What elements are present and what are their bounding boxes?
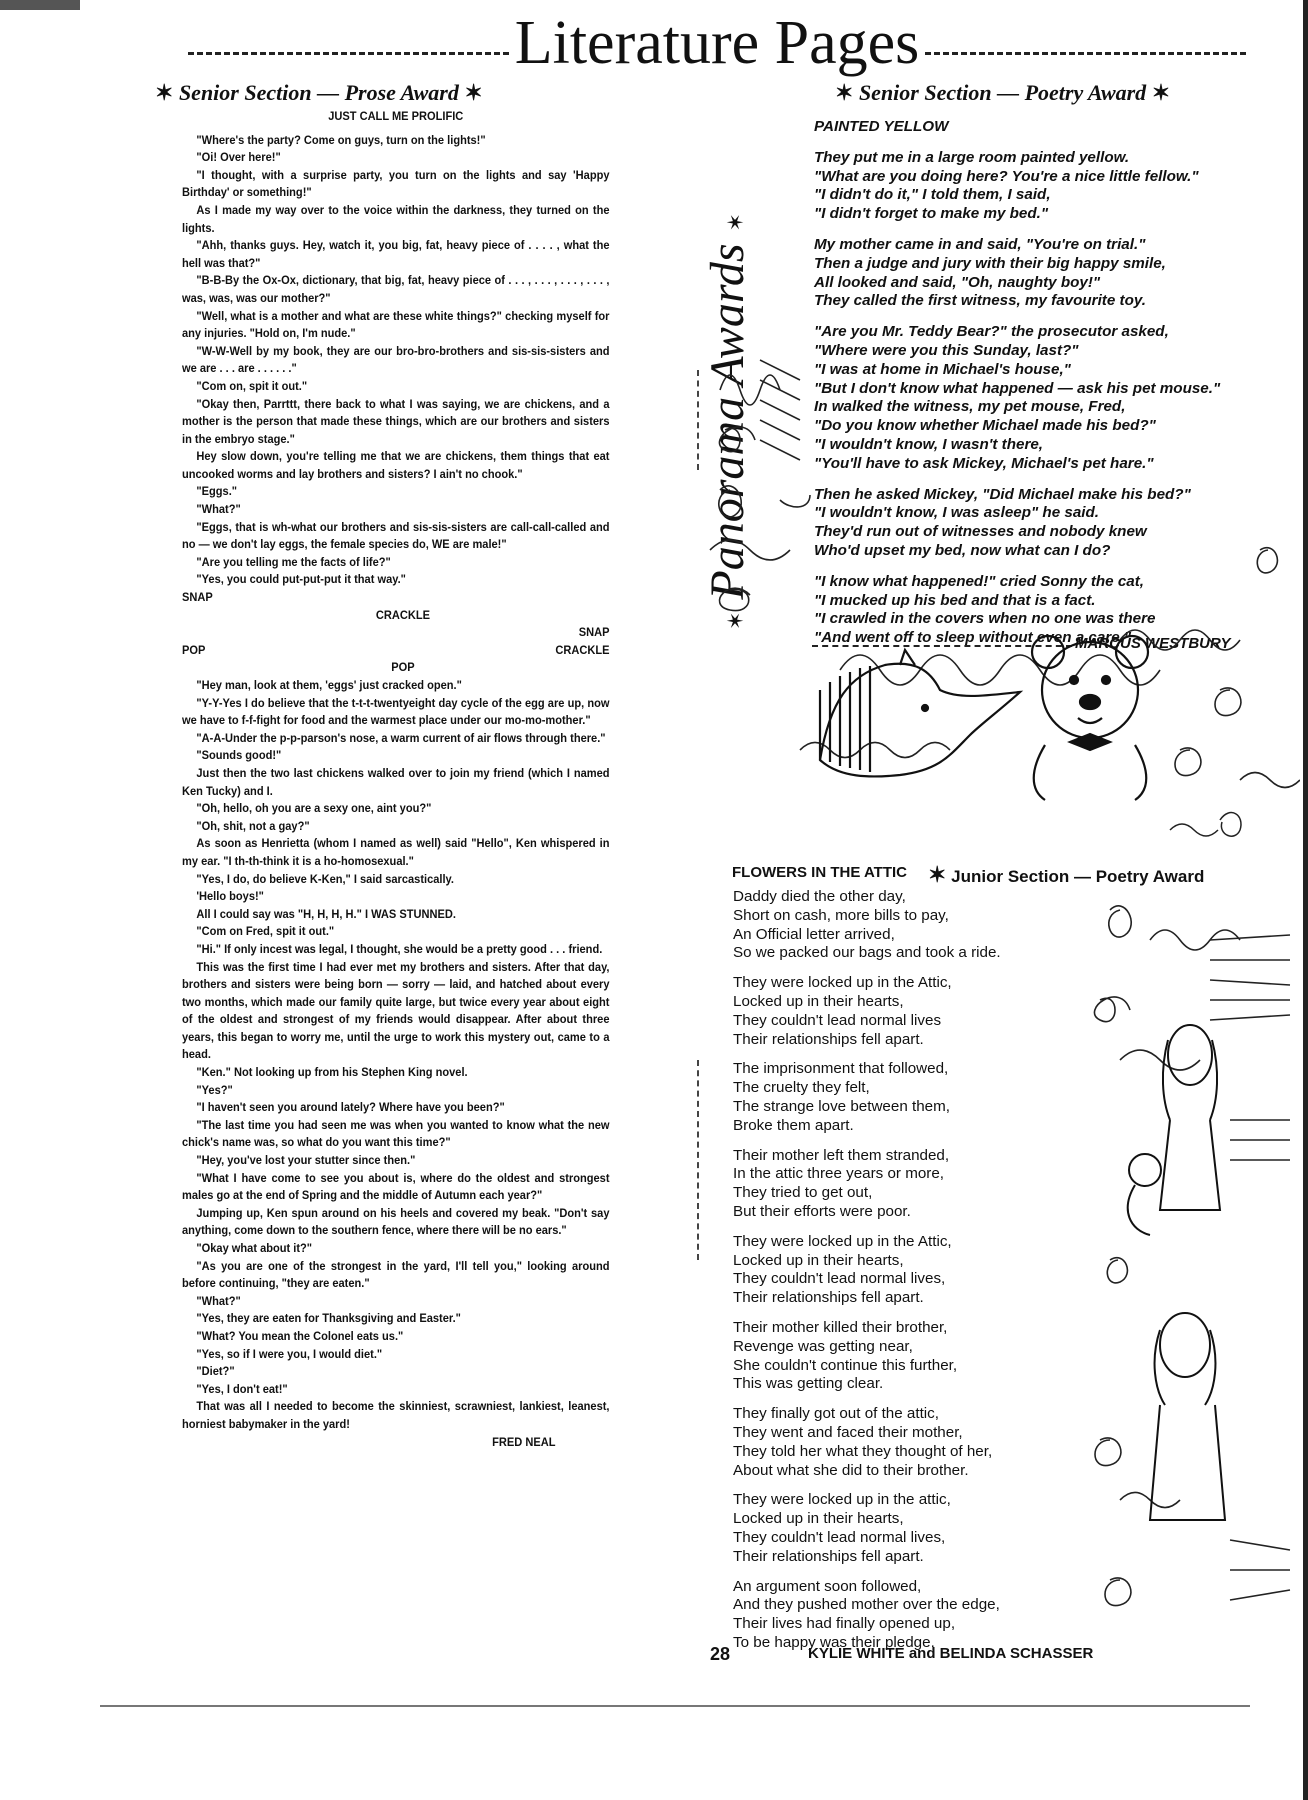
prose-paragraph: "Com on Fred, spit it out." [196,924,335,939]
poem-line: They tried to get out, [733,1184,873,1202]
teddy-bear-drawing [1032,636,1148,800]
poem-stanza [733,1491,1001,1566]
prose-paragraph: "Eggs, that is wh-what our brothers and sis-sis-sisters are call-call-called and no — we don't lay eggs, the female species do, WE are male!" [182,519,610,552]
attic-swirls [1094,906,1290,1606]
prose-paragraph: "As you are one of the strongest in the yard, I'll tell you," looking around before continuing, "they are eaten." [182,1258,610,1291]
attic-illustration [1090,880,1300,1660]
poem-line: About what she did to their brother. [733,1461,969,1479]
prose-paragraph: "Diet?" [196,1364,235,1379]
poem-line: Their mother left them stranded, [733,1146,950,1164]
poem-line: Then a judge and jury with their big happy smile, [814,254,1166,272]
poem-line: "I wouldn't know, I wasn't there, [814,435,1044,453]
star-icon: ✶ [723,611,748,630]
poem-line: In the attic three years or more, [733,1165,945,1183]
poem-stanza [733,1060,1001,1135]
rhino-drawing [820,650,1020,776]
prose-paragraph: "Well, what is a mother and what are these white things?" checking myself for any injuries. "Hold on, I'm nude." [182,308,610,341]
poem-line: "You'll have to ask Mickey, Michael's pet hare." [814,454,1154,472]
prose-story [182,108,610,1451]
poem-title: PAINTED YELLOW [814,118,949,135]
poem-line: "Where were you this Sunday, last?" [814,341,1079,359]
prose-paragraph: "Ken." Not looking up from his Stephen King novel. [196,1065,468,1080]
page-number: 28 [710,1644,731,1664]
star-icon: ✶ [835,80,854,105]
poem-line: "I know what happened!" cried Sonny the cat, [814,572,1145,590]
prose-paragraph: "Where's the party? Come on guys, turn on the lights!" [196,132,486,147]
prose-paragraph: Just then the two last chickens walked over to join my friend (which I named Ken Tucky) and I. [182,765,610,798]
poem-line: So we packed our bags and took a ride. [733,944,1001,962]
poem-line: "What are you doing here? You're a nice little fellow." [814,167,1199,185]
sfx-pop-1: POP [182,642,206,657]
prose-paragraph: "Yes?" [196,1082,233,1097]
poem-line: Broke them apart. [733,1116,854,1134]
poetry-junior-heading-text: Junior Section — Poetry Award [951,867,1205,886]
poem-line: Then he asked Mickey, "Did Michael make his bed?" [814,485,1191,503]
prose-paragraph: "Oh, hello, oh you are a sexy one, aint you?" [196,801,432,816]
prose-paragraph: "B-B-By the Ox-Ox, dictionary, that big, fat, heavy piece of . . . , . . . , . . . , . . . , was, was, was our mother?" [182,273,610,305]
prose-paragraph: That was all I needed to become the skinniest, scrawniest, lankiest, leanest, horniest babymaker in the yard! [182,1399,610,1431]
poem-line: They finally got out of the attic, [733,1405,939,1423]
prose-paragraph: "Com on, spit it out." [196,378,308,393]
poem-line: She couldn't continue this further, [733,1356,958,1374]
prose-paragraph: "Okay then, Parrttt, there back to what I was saying, we are chickens, and a mother is the person that made these things, which are our brothers and sisters in the embryo stage." [182,396,610,446]
poem-line: The cruelty they felt, [733,1079,870,1097]
prose-paragraph: "Are you telling me the facts of life?" [196,554,391,569]
poem-stanza [733,1147,1001,1222]
prose-paragraph: All I could say was "H, H, H, H." I WAS STUNNED. [196,906,456,921]
prose-author: FRED NEAL [492,1434,556,1449]
poem-junior-title: FLOWERS IN THE ATTIC [732,864,907,881]
bottom-rule [100,1705,1250,1707]
prose-part-1 [182,132,610,589]
sfx-row [182,642,610,660]
poetry-senior-section-heading [835,80,1170,106]
poem-line: Locked up in their hearts, [733,1510,904,1528]
scan-edge-band [1303,0,1308,1800]
poem-line: "But I don't know what happened — ask his pet mouse." [814,379,1221,397]
poem-line: Locked up in their hearts, [733,992,904,1010]
sfx-crackle-2: CRACKLE [555,642,610,657]
poem-line: They couldn't lead normal lives [733,1011,942,1029]
poem-stanza [733,1405,1001,1480]
figure-drawings [1128,1025,1225,1520]
poem-stanza [733,1233,1001,1308]
prose-paragraph: "Eggs." [196,484,238,499]
prose-paragraph: This was the first time I had ever met my brothers and sisters. After that day, brothers and sisters were being born — sorry — laid, and hatched about every two months, which made our family quite large, but twice every year about eight of the oldest and strongest of my friends would disappear. After about three years, this began to worry me, until the urge to work this mystery out, came to a head. [182,959,610,1062]
poem-line: "Do you know whether Michael made his bed?" [814,417,1156,435]
poem-line: "I mucked up his bed and that is a fact. [814,591,1096,609]
poem-line: "And went off to sleep without even a care." [814,629,1132,647]
poem-line: Their relationships fell apart. [733,1289,924,1307]
poem-line: This was getting clear. [733,1375,884,1393]
prose-paragraph: "Yes, so if I were you, I would diet." [196,1346,383,1361]
prose-paragraph: "Sounds good!" [196,748,282,763]
prose-paragraph: "Yes, I don't eat!" [196,1381,288,1396]
prose-paragraph: "Oh, shit, not a gay?" [196,818,310,833]
prose-heading-text: Senior Section — Prose Award [178,80,459,105]
poem-stanza [814,236,1220,311]
sfx-crackle-1: CRACKLE [375,607,431,622]
poem-junior-author: KYLIE WHITE and BELINDA SCHASSER [808,1645,1094,1662]
title-dash-right [925,52,1246,55]
side-banner-text: Panorama Awards [701,243,754,600]
banner-dash-top [697,370,699,470]
doodle-illustration [700,330,1300,860]
prose-paragraph: "Yes, I do, do believe K-Ken," I said sarcastically. [196,871,454,886]
prose-paragraph: "What?" [196,1293,241,1308]
prose-paragraph: "Hi." If only incest was legal, I thought, she would be a pretty good . . . friend. [196,941,603,956]
sfx-pop-2: POP [391,660,415,675]
poem-line: They were locked up in the Attic, [733,1232,952,1250]
poem-stanza [733,974,1001,1049]
poem-line: They went and faced their mother, [733,1423,963,1441]
poem-line: Short on cash, more bills to pay, [733,906,949,924]
poem-stanza [733,1578,1001,1653]
poem-line: They were locked up in the attic, [733,1491,951,1509]
prose-paragraph: "Ahh, thanks guys. Hey, watch it, you big, fat, heavy piece of . . . . , what the hell was that?" [182,238,610,270]
poem-line: Their relationships fell apart. [733,1547,924,1565]
title-dash-left [188,52,509,55]
prose-paragraph: "A-A-Under the p-p-parson's nose, a warm current of air flows through there." [196,730,606,745]
star-icon: ✶ [723,213,748,232]
prose-paragraph: "The last time you had seen me was when you wanted to know what the new chick's name was, so what do you want this time?" [182,1117,610,1150]
sfx-snap-2: SNAP [578,625,610,640]
prose-section-heading [155,80,483,106]
right-doodles [1170,813,1241,837]
poem-stanza [733,1319,1001,1394]
poem-line: Locked up in their hearts, [733,1251,904,1269]
prose-paragraph: "Y-Y-Yes I do believe that the t-t-t-twentyeight day cycle of the egg are up, now we have to f-f-fight for food and the warmest place under our mo-mo-mother." [182,695,610,728]
prose-paragraph: "W-W-Well by my book, they are our bro-bro-brothers and sis-sis-sisters and we are . . . are . . . . . ." [182,343,610,376]
poem-line: They were locked up in the Attic, [733,974,952,992]
prose-paragraph: As I made my way over to the voice within the darkness, they turned on the lights. [182,202,610,235]
poem-line: "I crawled in the covers when no one was there [814,610,1156,628]
doodle-swirls [710,360,1300,788]
poem-line: Who'd upset my bed, now what can I do? [814,541,1111,559]
poem-line: An Official letter arrived, [733,925,895,943]
prose-paragraph: "What I have come to see you about is, where do the oldest and strongest males go at the end of Spring and the middle of Autumn each year?" [182,1170,610,1203]
poem-line: The imprisonment that followed, [733,1060,949,1078]
banner-dash-bottom [697,1060,699,1260]
poem-stanza [733,888,1001,963]
prose-paragraph: Hey slow down, you're telling me that we are chickens, them things that eat uncooked worms and lay brothers and sisters? I ain't no chook." [182,449,610,481]
poem-line: Their mother killed their brother, [733,1318,948,1336]
prose-paragraph: "Hey, you've lost your stutter since then." [196,1153,416,1168]
poem-line: My mother came in and said, "You're on trial." [814,235,1146,253]
poem-line: They couldn't lead normal lives, [733,1270,946,1288]
poem-line: Their lives had finally opened up, [733,1615,956,1633]
star-icon: ✶ [928,862,947,887]
poem-line: They called the first witness, my favourite toy. [814,292,1146,310]
prose-paragraph: "What? You mean the Colonel eats us." [196,1328,404,1343]
prose-paragraph: "What?" [196,502,241,517]
poem-stanza [814,149,1220,224]
poem-line: "I didn't do it," I told them, I said, [814,186,1051,204]
poetry-junior-section-heading [928,862,1204,888]
poem-line: They'd run out of witnesses and nobody knew [814,523,1147,541]
prose-paragraph: "Hey man, look at them, 'eggs' just cracked open." [196,678,462,692]
poem-line: But their efforts were poor. [733,1202,911,1220]
page-title-row [182,8,1252,78]
prose-paragraph: Jumping up, Ken spun around on his heels and covered my beak. "Don't say anything, come down to the southern fence, where there will be no ears." [182,1205,610,1238]
poem-line: Their relationships fell apart. [733,1030,924,1048]
prose-paragraph: As soon as Henrietta (whom I named as well) said "Hello", Ken whispered in my ear. "I th-th-think it is a ho-homosexual." [182,836,610,868]
poem-line: And they pushed mother over the edge, [733,1596,1000,1614]
prose-part-2 [182,677,610,1434]
prose-paragraph: "I haven't seen you around lately? Where have you been?" [196,1100,505,1115]
poem-line: They told her what they thought of her, [733,1442,993,1460]
poem-line: They couldn't lead normal lives, [733,1528,946,1546]
poem-line: "Are you Mr. Teddy Bear?" the prosecutor asked, [814,323,1169,341]
poem-line: They put me in a large room painted yellow. [814,148,1130,166]
poem-line: "I was at home in Michael's house," [814,360,1071,378]
star-icon: ✶ [464,80,483,105]
star-icon: ✶ [1151,80,1171,105]
poem-line: Daddy died the other day, [733,888,906,905]
poem-line: An argument soon followed, [733,1577,922,1595]
poem-line: The strange love between them, [733,1097,950,1115]
page-title: Literature Pages [514,9,920,77]
poem-author: MARCUS WESTBURY [1075,635,1231,652]
prose-title: JUST CALL ME PROLIFIC [328,109,464,123]
poem-line: "I didn't forget to make my bed." [814,205,1049,223]
poem-line: In walked the witness, my pet mouse, Fred, [814,398,1126,416]
prose-paragraph: "Yes, you could put-put-put it that way." [196,572,406,587]
prose-paragraph: "Oi! Over here!" [196,150,281,165]
poem-line: Revenge was getting near, [733,1337,913,1355]
poem-line: All looked and said, "Oh, naughty boy!" [814,273,1101,291]
prose-paragraph: "I thought, with a surprise party, you turn on the lights and say 'Happy Birthday' or something!" [182,167,610,200]
prose-paragraph: "Yes, they are eaten for Thanksgiving and Easter." [196,1311,461,1326]
scan-edge-shadow [0,0,80,10]
star-icon: ✶ [155,80,174,105]
poem-flowers-in-the-attic [733,888,1001,1664]
prose-paragraph: "Okay what about it?" [196,1241,313,1255]
sfx-snap-1: SNAP [182,590,213,605]
prose-paragraph: 'Hello boys!" [196,889,264,904]
poem-line: "I wouldn't know, I was asleep" he said. [814,504,1099,522]
poem-line: To be happy was their pledge. [733,1633,935,1651]
poetry-senior-heading-text: Senior Section — Poetry Award [858,80,1147,105]
